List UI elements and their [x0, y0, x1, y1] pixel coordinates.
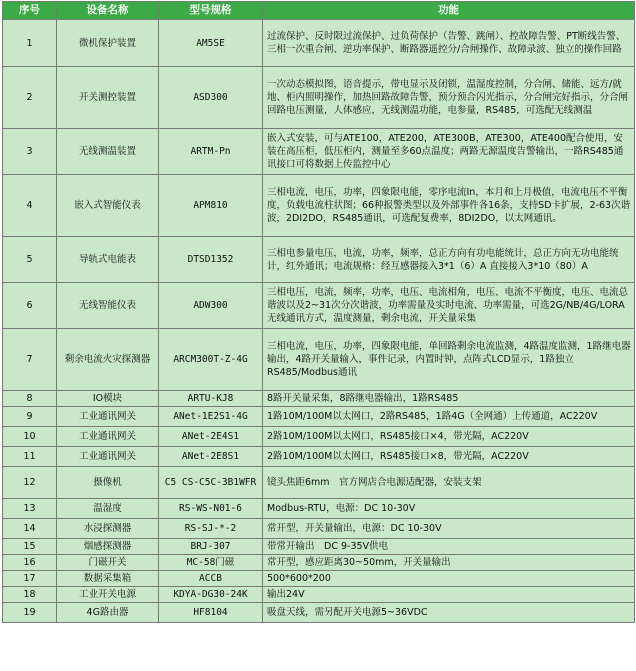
cell-model: APM810 — [159, 175, 263, 237]
cell-function: 常开型，感应距离30~50mm，开关量输出 — [263, 555, 635, 571]
cell-no: 3 — [3, 129, 57, 175]
cell-no: 10 — [3, 427, 57, 447]
cell-device-name: 开关测控装置 — [57, 67, 159, 129]
equipment-table — [2, 1, 635, 623]
cell-device-name: 嵌入式智能仪表 — [57, 175, 159, 237]
cell-no: 7 — [3, 329, 57, 391]
table-row — [3, 20, 635, 67]
cell-model: ACCB — [159, 571, 263, 587]
table-row — [3, 237, 635, 283]
cell-no: 1 — [3, 20, 57, 67]
cell-function: 500*600*200 — [263, 571, 635, 587]
table-row — [3, 587, 635, 603]
table-row — [3, 175, 635, 237]
table-row — [3, 329, 635, 391]
cell-device-name: 无线智能仪表 — [57, 283, 159, 329]
cell-function: 8路开关量采集，8路继电器输出，1路RS485 — [263, 391, 635, 407]
table-row — [3, 283, 635, 329]
cell-device-name: 导轨式电能表 — [57, 237, 159, 283]
header-name: 设备名称 — [57, 2, 159, 20]
cell-device-name: 4G路由器 — [57, 603, 159, 623]
cell-model: ANet-2E4S1 — [159, 427, 263, 447]
cell-model: MC-58门磁 — [159, 555, 263, 571]
cell-function: 2路10M/100M以太网口，RS485接口×4，带光隔，AC220V — [263, 427, 635, 447]
table-row — [3, 407, 635, 427]
header-model: 型号规格 — [159, 2, 263, 20]
cell-function: 三相电流，电压，功率，四象限电能，单回路剩余电流监测，4路温度监测，1路继电器输出，4路开关量输入，事件记录，内置时钟，点阵式LCD显示，1路独立RS485/Modbus通讯 — [263, 329, 635, 391]
cell-no: 19 — [3, 603, 57, 623]
cell-model: ARCM300T-Z-4G — [159, 329, 263, 391]
table-row — [3, 67, 635, 129]
table-row — [3, 427, 635, 447]
cell-device-name: 无线测温装置 — [57, 129, 159, 175]
table-row — [3, 129, 635, 175]
table-row — [3, 499, 635, 519]
table-row — [3, 571, 635, 587]
cell-model: RS-SJ-*-2 — [159, 519, 263, 539]
cell-model: ADW300 — [159, 283, 263, 329]
header-function: 功能 — [263, 2, 635, 20]
cell-function: Modbus-RTU，电源：DC 10-30V — [263, 499, 635, 519]
cell-device-name: 工业开关电源 — [57, 587, 159, 603]
cell-function: 过流保护、反时限过流保护、过负荷保护（告警、跳闸）、控故障告警、PT断线告警、三相一次重合闸、逆功率保护、断路器遥控分/合闸操作、故障录波、独立的操作回路 — [263, 20, 635, 67]
cell-function: 三相电压，电流，频率，功率，电压、电流相角，电压、电流不平衡度，电压、电流总谐波以及2~31次分次谐波，功率需量及实时电流、功率需量，可选2G/NB/4G/LORA无线通讯方式，温度测量，剩余电流，开关量采集 — [263, 283, 635, 329]
header-row — [3, 2, 635, 20]
cell-device-name: 微机保护装置 — [57, 20, 159, 67]
cell-function: 常开型，开关量输出，电源：DC 10-30V — [263, 519, 635, 539]
cell-model: ANet-2E8S1 — [159, 447, 263, 467]
cell-device-name: 水浸探测器 — [57, 519, 159, 539]
cell-device-name: 温湿度 — [57, 499, 159, 519]
cell-device-name: IO模块 — [57, 391, 159, 407]
cell-no: 13 — [3, 499, 57, 519]
table-row — [3, 467, 635, 499]
table-row — [3, 539, 635, 555]
cell-device-name: 工业通讯网关 — [57, 407, 159, 427]
cell-function: 嵌入式安装，可与ATE100，ATE200，ATE300B，ATE300，ATE400配合使用，安装在高压柜，低压柜内，测量至多60点温度；两路无源温度告警输出，一路RS485通讯接口可将数据上传监控中心 — [263, 129, 635, 175]
cell-no: 11 — [3, 447, 57, 467]
cell-no: 4 — [3, 175, 57, 237]
cell-function: 一次动态模拟图，语音提示，带电显示及闭锁，温湿度控制，分合闸、储能、远方/就地、柜内照明操作，加热回路故障告警，预分预合闪光指示，分合闸完好指示，分合闸回路电压测量，人体感应，无线测温功能，电参量，RS485，可选配无线测温 — [263, 67, 635, 129]
cell-function: 输出24V — [263, 587, 635, 603]
cell-no: 2 — [3, 67, 57, 129]
cell-device-name: 摄像机 — [57, 467, 159, 499]
table-row — [3, 603, 635, 623]
cell-device-name: 剩余电流火灾探测器 — [57, 329, 159, 391]
cell-model: RS-WS-N01-6 — [159, 499, 263, 519]
cell-no: 17 — [3, 571, 57, 587]
cell-function: 1路10M/100M以太网口，2路RS485，1路4G（全网通）上传通道，AC220V — [263, 407, 635, 427]
cell-no: 18 — [3, 587, 57, 603]
cell-no: 16 — [3, 555, 57, 571]
cell-function: 2路10M/100M以太网口，RS485接口×8，带光隔，AC220V — [263, 447, 635, 467]
cell-no: 15 — [3, 539, 57, 555]
table-row — [3, 391, 635, 407]
cell-no: 14 — [3, 519, 57, 539]
cell-device-name: 烟感探测器 — [57, 539, 159, 555]
cell-model: BRJ-307 — [159, 539, 263, 555]
cell-device-name: 数据采集箱 — [57, 571, 159, 587]
cell-function: 吸盘天线，需另配开关电源5~36VDC — [263, 603, 635, 623]
cell-function: 三相电参量电压，电流，功率，频率，总正方向有功电能统计，总正方向无功电能统计，红外通讯；电流规格：经互感器接入3*1（6）A 直接接入3*10（80）A — [263, 237, 635, 283]
cell-model: KDYA-DG30-24K — [159, 587, 263, 603]
cell-device-name: 工业通讯网关 — [57, 427, 159, 447]
cell-model: ARTU-KJ8 — [159, 391, 263, 407]
cell-no: 5 — [3, 237, 57, 283]
table-row — [3, 519, 635, 539]
cell-model: C5 CS-C5C-3B1WFR — [159, 467, 263, 499]
cell-function: 三相电流，电压，功率，四象限电能，零序电流In，本月和上月极值，电流电压不平衡度，负载电流柱状图；66种报警类型以及外部事件各16条，支持SD卡扩展，2-63次谐波，2DI2DO，RS485通讯，可选配复费率，8DI2DO，以太网通讯。 — [263, 175, 635, 237]
cell-no: 9 — [3, 407, 57, 427]
cell-function: 镜头焦距6mm 官方网店合电源适配器，安装支架 — [263, 467, 635, 499]
cell-device-name: 工业通讯网关 — [57, 447, 159, 467]
cell-no: 8 — [3, 391, 57, 407]
cell-model: AM5SE — [159, 20, 263, 67]
cell-function: 带常开输出 DC 9-35V供电 — [263, 539, 635, 555]
cell-device-name: 门磁开关 — [57, 555, 159, 571]
table-row — [3, 555, 635, 571]
cell-model: ASD300 — [159, 67, 263, 129]
cell-no: 12 — [3, 467, 57, 499]
cell-model: ANet-1E2S1-4G — [159, 407, 263, 427]
table-row — [3, 447, 635, 467]
cell-model: DTSD1352 — [159, 237, 263, 283]
cell-model: HF8104 — [159, 603, 263, 623]
cell-no: 6 — [3, 283, 57, 329]
cell-model: ARTM-Pn — [159, 129, 263, 175]
header-no: 序号 — [3, 2, 57, 20]
